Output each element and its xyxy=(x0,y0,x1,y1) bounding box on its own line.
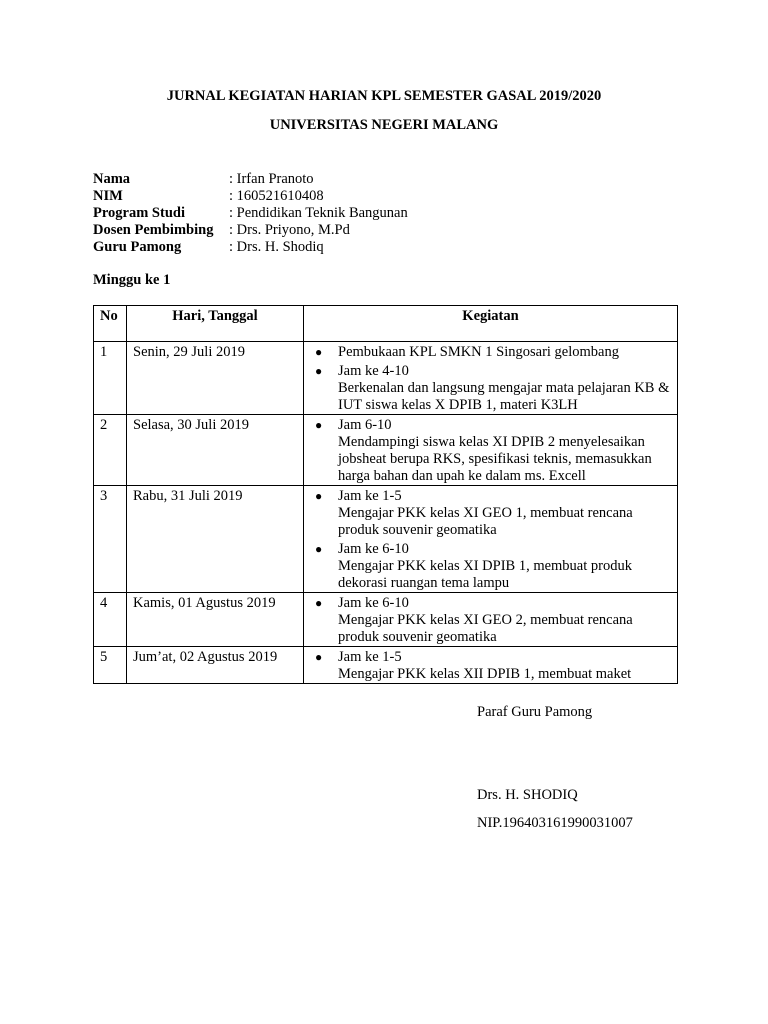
row-number: 3 xyxy=(94,486,127,593)
row-activities xyxy=(304,647,678,684)
activity-item xyxy=(315,649,673,683)
bullet-icon: ● xyxy=(315,418,323,432)
info-label: Nama xyxy=(93,171,131,187)
activity-item xyxy=(315,488,673,539)
activity-line: Mendampingi siswa kelas XI DPIB 2 menyelesaikan jobsheat berupa RKS, spesifikasi teknis, memasukkan harga bahan dan upah ke dalam ms. Excell xyxy=(338,434,652,484)
row-date: Kamis, 01 Agustus 2019 xyxy=(127,593,304,647)
info-row-program-studi xyxy=(93,205,408,222)
bullet-icon: ● xyxy=(315,650,323,664)
activity-line: Jam 6-10 xyxy=(338,417,392,433)
activity-item xyxy=(315,344,673,361)
row-date: Jum’at, 02 Agustus 2019 xyxy=(127,647,304,684)
table-row xyxy=(94,342,678,415)
info-value: : 160521610408 xyxy=(229,188,324,204)
table-row xyxy=(94,647,678,684)
table-row xyxy=(94,486,678,593)
row-activities xyxy=(304,486,678,593)
bullet-icon: ● xyxy=(315,542,323,556)
activity-table xyxy=(93,305,678,684)
activity-text xyxy=(338,541,673,592)
activity-text xyxy=(338,649,673,683)
info-label: NIM xyxy=(93,188,123,204)
activity-line: Mengajar PKK kelas XI DPIB 1, membuat produk dekorasi ruangan tema lampu xyxy=(338,558,632,591)
signature-label: Paraf Guru Pamong xyxy=(477,704,593,720)
activity-item xyxy=(315,595,673,646)
info-label: Program Studi xyxy=(93,205,185,221)
activity-item xyxy=(315,363,673,414)
info-row-nim xyxy=(93,188,408,205)
activity-line: Jam ke 1-5 xyxy=(338,488,402,504)
activity-line: Berkenalan dan langsung mengajar mata pelajaran KB & IUT siswa kelas X DPIB 1, materi K3LH xyxy=(338,380,670,413)
activity-line: Jam ke 1-5 xyxy=(338,649,402,665)
row-activities xyxy=(304,342,678,415)
header-date: Hari, Tanggal xyxy=(127,306,304,342)
row-activities xyxy=(304,415,678,486)
activity-text xyxy=(338,363,673,414)
row-number: 4 xyxy=(94,593,127,647)
signature-name: Drs. H. SHODIQ xyxy=(477,787,578,803)
bullet-icon: ● xyxy=(315,345,323,359)
activity-line: Mengajar PKK kelas XI GEO 2, membuat rencana produk souvenir geomatika xyxy=(338,612,633,645)
info-row-dosen-pembimbing xyxy=(93,222,408,239)
bullet-icon: ● xyxy=(315,364,323,378)
activity-item xyxy=(315,417,673,485)
activity-text xyxy=(338,488,673,539)
activity-line: Jam ke 6-10 xyxy=(338,595,409,611)
row-date: Senin, 29 Juli 2019 xyxy=(127,342,304,415)
bullet-icon: ● xyxy=(315,596,323,610)
info-row-guru-pamong xyxy=(93,239,408,256)
info-value: : Drs. Priyono, M.Pd xyxy=(229,222,350,238)
info-row-nama xyxy=(93,171,408,188)
activity-text xyxy=(338,344,673,361)
table-row xyxy=(94,415,678,486)
row-date: Selasa, 30 Juli 2019 xyxy=(127,415,304,486)
activity-item xyxy=(315,541,673,592)
activity-line: Jam ke 6-10 xyxy=(338,541,409,557)
row-date: Rabu, 31 Juli 2019 xyxy=(127,486,304,593)
row-number: 1 xyxy=(94,342,127,415)
info-label: Dosen Pembimbing xyxy=(93,222,214,238)
row-number: 5 xyxy=(94,647,127,684)
university-name: UNIVERSITAS NEGERI MALANG xyxy=(269,117,499,133)
activity-line: Pembukaan KPL SMKN 1 Singosari gelombang xyxy=(338,344,619,360)
week-label: Minggu ke 1 xyxy=(93,272,171,288)
row-number: 2 xyxy=(94,415,127,486)
header-no: No xyxy=(94,306,127,342)
table-header-row xyxy=(94,306,678,342)
bullet-icon: ● xyxy=(315,489,323,503)
activity-line: Mengajar PKK kelas XI GEO 1, membuat rencana produk souvenir geomatika xyxy=(338,505,633,538)
row-activities xyxy=(304,593,678,647)
student-info xyxy=(93,171,408,256)
activity-text xyxy=(338,595,673,646)
info-label: Guru Pamong xyxy=(93,239,182,255)
activity-text xyxy=(338,417,673,485)
info-value: : Drs. H. Shodiq xyxy=(229,239,324,255)
signature-nip: NIP.196403161990031007 xyxy=(477,815,633,831)
info-value: : Irfan Pranoto xyxy=(229,171,314,187)
activity-line: Mengajar PKK kelas XII DPIB 1, membuat maket xyxy=(338,666,632,682)
document-title: JURNAL KEGIATAN HARIAN KPL SEMESTER GASAL 2019/2020 xyxy=(166,88,602,104)
header-activity: Kegiatan xyxy=(304,306,678,342)
activity-line: Jam ke 4-10 xyxy=(338,363,409,379)
table-row xyxy=(94,593,678,647)
info-value: : Pendidikan Teknik Bangunan xyxy=(229,205,408,221)
